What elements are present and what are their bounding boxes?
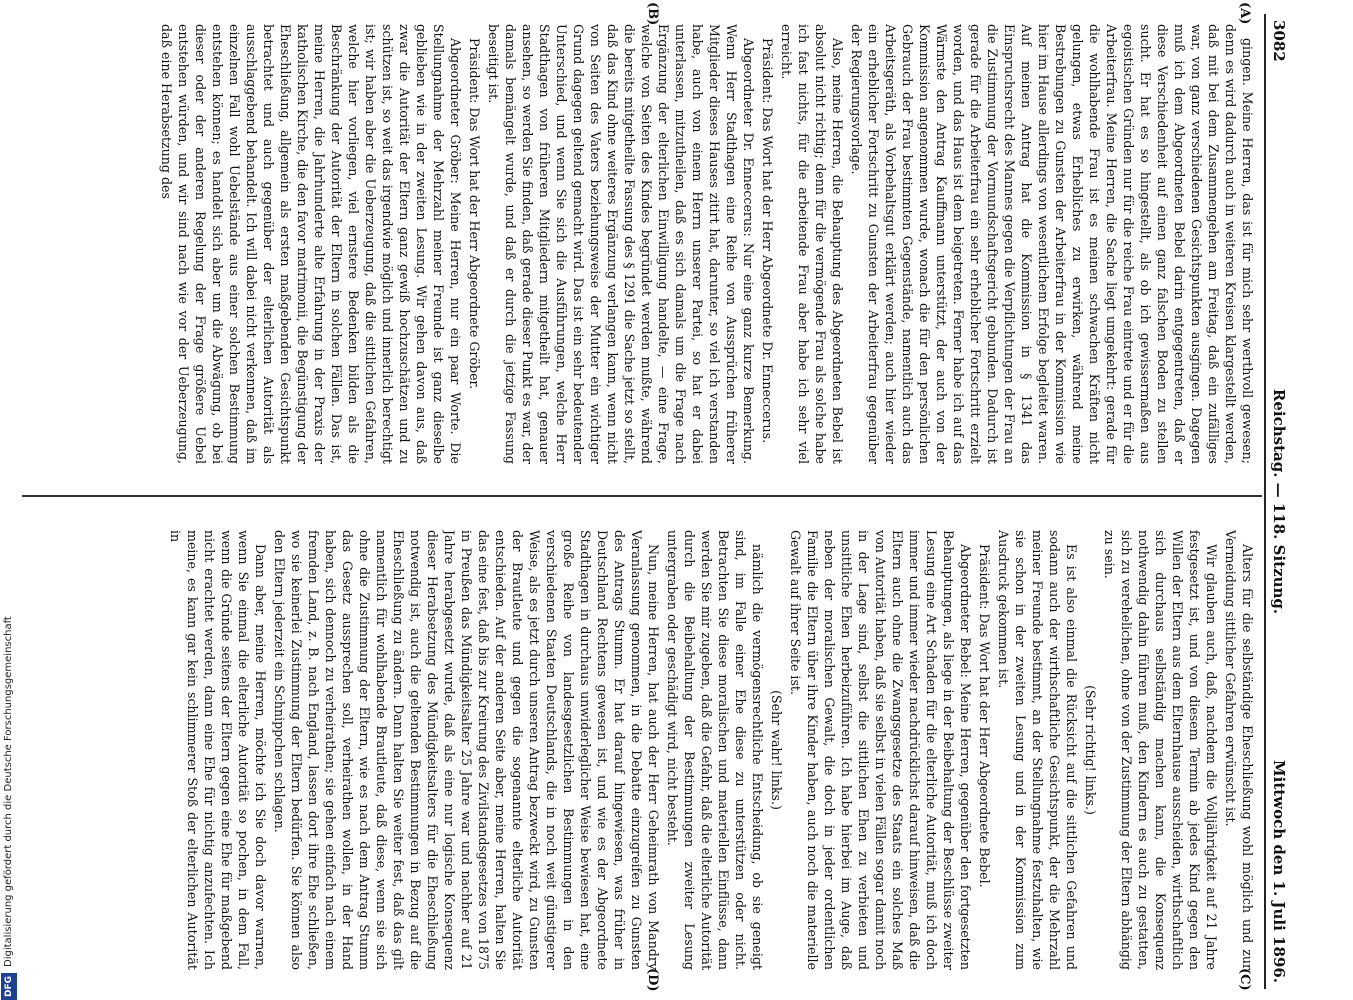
paragraph: Abgeordneter Dr. Enneccerus: Nur eine ganz kurze Bemerkung. Wenn Herr Stadthagen eine Reihe von Aussprüchen früherer Mitglieder dieses Hauses zitirt hat, darunter, so viel ich verstanden habe, auch von einem Herrn unserer Partei, so hat er dabei unterlassen, mitzutheilen, daß es sich damals um die Frage nach Ergänzung der elterlichen Einwilligung handelte, — eine Frage, welche von Seiten des Kindes begründet werden mußte, während die bereits mitgetheilte Fassung des § 1291 die Sache jetzt so stellt, daß das Kind ohne weiteres Ergänzung verlangen kann, wenn nicht von Seiten des Vaters beziehungsweise der Mutter ein wichtiger Grund dagegen geltend gemacht wird. Das ist ein sehr bedeutender Unterschied, und wenn Sie sich die Ausführungen, welche Herr Stadthagen von früheren Mitgliedern mitgetheilt hat, genauer ansehen, so werden Sie finden, daß gerade dieser Punkt es war, der damals bemängelt wurde, und daß er durch die jetzige Fassung beseitigt ist.	[486, 24, 756, 464]
funding-footer	[0, 0, 16, 1000]
column-divider	[22, 495, 1262, 497]
dfg-logo: DFG	[1, 973, 17, 1000]
paragraph: Also, meine Herren, die Behauptung des Abgeordneten Bebel ist absolut nicht richtig; denn für die vermögende Frau als solche habe ich fast nichts, für die arbeitende Frau aber habe ich sehr viel erreicht.	[779, 24, 845, 464]
page-header	[1264, 14, 1292, 989]
paragraph: Wir glauben auch, daß, nachdem die Volljährigkeit auf 21 Jahre festgesetzt ist, und von diesem Termin ab jedes Kind gegen den Willen der Eltern aus dem Elternhause ausscheiden, wirthschaftlich sich durchaus selbständig machen kann, die Konsequenz nothwendig dahin führen muß, den Kindern es auch zu gestatten, sich zu verehelichen, ohne von der Zustimmung der Eltern abhängig zu sein.	[1102, 530, 1219, 970]
margin-mark-a: (A)	[1237, 2, 1252, 25]
interjection: (Sehr richtig! links.)	[1083, 685, 1098, 815]
interjection: (Sehr wahr! links.)	[769, 690, 784, 810]
paragraph: Abgeordneter Gröber: Meine Herren, nur ein paar Worte. Die Stellungnahme der Mehrzahl meiner Freunde ist ganz dieselbe geblieben wie in der zweiten Lesung. Wir gehen davon aus, daß zwar die Autorität der Eltern ganz gewiß hochzuschätzen und zu schützen ist, so weit das irgendwie möglich und innerlich berechtigt ist; wir haben aber die Ueberzeugung, daß die sittlichen Gefahren, welche hier vorliegen, viel ernstere Bedenken bilden als die Beschränkung der Autorität der Eltern in solchen Fällen. Das ist, meine Herren, die Jahrhunderte alte Erfahrung in der Praxis der katholischen Kirche, die den favor matrimonii, die Begünstigung der Eheschließung, allgemein als ersten maßgebenden Gesichtspunkt betrachtet und auch gegenüber der elterlichen Autorität als ausschlaggebend behandelt. Ich will dabei nicht verkennen, daß im einzelnen Fall wohl Uebelstände aus einer solchen Bestimmung entstehen können; es handelt sich aber um die Abwägung, ob bei dieser oder der anderen Regelung der Frage größere Uebel entstehen würden, und wir sind nach wie vor der Ueberzeugung, daß eine Herabsetzung des	[159, 24, 463, 464]
paragraph: Es ist also einmal die Rücksicht auf die sittlichen Gefahren und sodann auch der wirthschaftliche Gesichtspunkt, der die Mehrzahl meiner Freunde bestimmt, an der Stellungnahme festzuhalten, wie sie schon in der zweiten Lesung und in der Kommission zum Ausdruck gekommen ist.	[996, 530, 1079, 970]
paragraph: Präsident: Das Wort hat der Herr Abgeordnete Bebel.	[977, 544, 992, 888]
left-text-column	[26, 24, 1256, 464]
funding-credit: Digitalisierung gefördert durch die Deutsche Forschungsgemeinschaft	[3, 616, 14, 967]
paragraph: Nun, meine Herren, hat auch der Herr Geheimrath von Mandry Veranlassung genommen, in die Debatte einzugreifen zu Gunsten des Antrags Stumm. Er hat darauf hingewiesen, was früher in Deutschland Rechtens gewesen ist, und wie es der Abgeordnete Stadthagen in durchaus unwiderleglicher Weise bewiesen hat, eine große Reihe von landesgesetzlichen Bestimmungen in den verschiedenen Staaten Deutschlands, die in noch weit günstigerer Weise, als es jetzt durch unseren Antrag bezweckt wird, zu Gunsten der Brautleute und gegen die sogenannte elterliche Autorität entschieden. Auf der anderen Seite aber, meine Herren, halten Sie das eine fest, daß bis zur Kreirung des Zivilstandsgesetzes von 1875 in Preußen das Mündigkeitsalter 25 Jahre war und nachher auf 21 Jahre herabgesetzt wurde, daß als eine nur logische Konsequenz dieser Herabsetzung des Mündigkeitsalters für die Eheschließung notwendig ist, auch die geltenden Bestimmungen in Bezug auf die Eheschließung zu ändern. Dann halten Sie weiter fest, daß das gilt namentlich für wohlhabende Brautleute, daß diese, wenn sie sich ohne die Zustimmung der Eltern, wie es nach dem Antrag Stumm das Gesetz aussprechen soll, verheirathen wollen, in der Hand haben, sich dennoch zu verheirathen; sie gehen einfach nach einem fremden Land, z. B. nach England, lassen dort ihre Ehe schließen, wo sie keinerlei Zustimmung der Eltern bedürfen. Sie können also den Eltern jederzeit ein Schnippchen schlagen.	[272, 530, 661, 970]
right-text-column	[26, 530, 1256, 970]
margin-mark-b: (B)	[645, 2, 660, 26]
paragraph: Dann aber, meine Herren, möchte ich Sie doch davor warnen, wenn Sie einmal die elterliche Autorität so pochen, in dem Fall, wenn die Gründe seitens der Eltern gegen eine Ehe für maßgebend nicht erachtet werden, dann eine Ehe für nichtig anzufechten. Ich meine, es kann gar kein schlimmerer Stoß der elterlichen Autorität in	[168, 530, 268, 970]
paragraph: Präsident: Das Wort hat der Herr Abgeordnete Dr. Enneccerus.	[760, 38, 775, 444]
margin-mark-c: (C)	[1237, 968, 1252, 991]
session-title: Reichstag. — 118. Sitzung.	[1270, 388, 1288, 615]
paragraph: Alters für die selbständige Eheschließung wohl möglich und zur Vermeidung sittlicher Gefahren erwünscht ist.	[1223, 530, 1255, 970]
page-number: 3082	[1270, 20, 1288, 62]
margin-mark-d: (D)	[645, 968, 660, 992]
paragraph: Präsident: Das Wort hat der Herr Abgeordnete Gröber.	[467, 38, 482, 390]
footer-text	[1, 0, 17, 1000]
paragraph: gingen. Meine Herren, das ist für mich sehr werthvoll gewesen; denn es wird dadurch auch in weiteren Kreisen klargestellt werden, daß mit bei dem Zusammengehen am Freitag, daß ein zufälliges war, von ganz verschiedenen Gesichtspunkten ausgingen. Dagegen muß ich dem Abgeordneten Bebel darin entgegentreten, daß er diese Verschiedenheit auf einen ganz falschen Boden zu stellen sucht. Er hat es so hingestellt, als ob ich gewissermaßen aus egoistischen Gründen nur für die reiche Frau eintrete und er für die Arbeiterfrau. Meine Herren, die Sache liegt umgekehrt: gerade für die wohlhabende Frau ist es meinen schwachen Kräften nicht gelungen, etwas Erhebliches zu erwirken, während meine Bestrebungen zu Gunsten der Arbeiterfrau in der Kommission wie hier im Hause allerdings von wesentlichem Erfolge begleitet waren. Auf meinen Antrag hat die Kommission in § 1341 das Einspruchsrecht des Mannes gegen die Verpflichtungen der Frau an die Zustimmung der Vormundschaftsgericht gebunden. Dadurch ist gerade für die Arbeiterfrau ein sehr erheblicher Fortschritt erzielt worden, und das Haus ist dem beigetreten. Ferner habe ich auf das Wärmste den Antrag Kauffmann unterstützt, der auch von der Kommission angenommen wurde, wonach die für den persönlichen Gebrauch der Frau bestimmten Gegenstände, namentlich auch das Arbeitsgeräth, als Vorbehaltsgut erklärt werden; auch hier wieder ein erheblicher Fortschritt zu Gunsten der Arbeiterfrau gegenüber der Regierungsvorlage.	[849, 24, 1255, 464]
paragraph: Abgeordneter Bebel: Meine Herren, gegenüber den fortgesetzten Behauptungen, als liege in der Beibehaltung der Beschlüsse zweiter Lesung eine Art Schaden für die elterliche Autorität, muß ich doch immer und immer wieder nachdrücklichst darauf hinweisen, daß die Eltern auch ohne die Zwangsgesetze des Staats ein solches Maß von Autorität haben, daß sie selbst in vielen Fällen sogar damit noch in der Lage sind, selbst die sittlichen Ehen zu verbieten und unsittliche Ehen herbeizuführen. Ich habe hierbei im Auge, daß neben der moralischen Gewalt, die doch in jeder ordentlichen Familie die Eltern über ihre Kinder haben, auch noch die materielle Gewalt auf ihrer Seite ist.	[788, 530, 973, 970]
paragraph: nämlich die vermögensrechtliche Entscheidung, ob sie geneigt sind, im Falle einer Ehe diese zu unterstützen oder nicht. Betrachten Sie diese moralischen und materiellen Einflüsse, dann werden Sie mir zugeben, daß die Gefahr, daß die elterliche Autorität durch die Beibehaltung der Bestimmungen zweiter Lesung untergraben oder geschädigt wird, nicht besteht.	[665, 530, 765, 970]
session-date: Mittwoch den 1. Juli 1896.	[1270, 760, 1288, 983]
